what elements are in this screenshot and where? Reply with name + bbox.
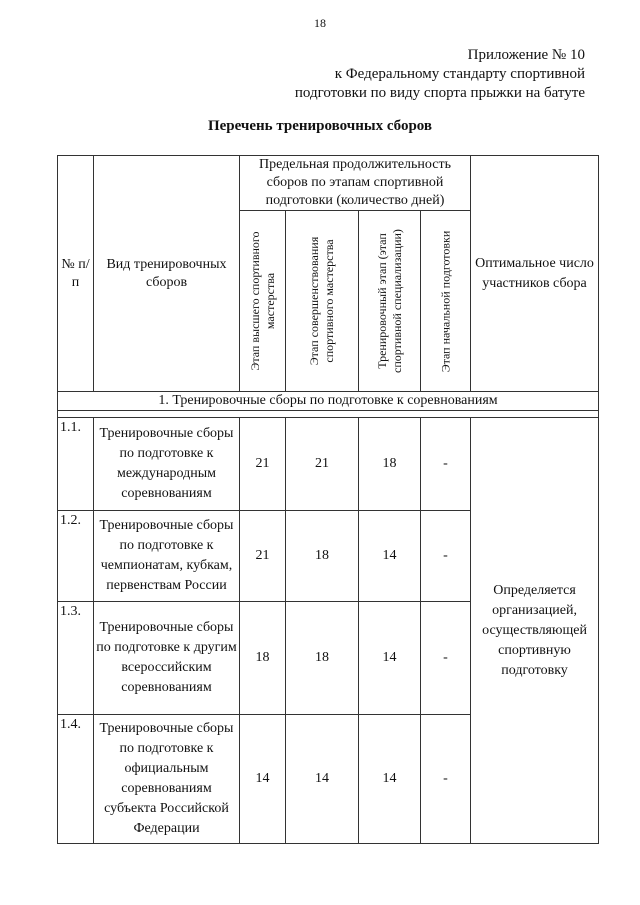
value-initial: - <box>421 715 471 844</box>
spacer-cell <box>58 411 599 418</box>
header-stage-highest <box>240 211 286 392</box>
row-number: 1.3. <box>58 602 94 715</box>
value-improvement: 21 <box>286 418 359 511</box>
value-training: 14 <box>359 715 421 844</box>
spacer-row <box>58 411 599 418</box>
header-number: № п/п <box>58 156 94 392</box>
value-highest: 21 <box>240 511 286 602</box>
value-training: 14 <box>359 511 421 602</box>
value-training: 14 <box>359 602 421 715</box>
row-number: 1.2. <box>58 511 94 602</box>
value-highest: 14 <box>240 715 286 844</box>
header-stage-initial <box>421 211 471 392</box>
header-stage-initial-label: Этап начальной подготовки <box>438 230 453 372</box>
appendix-line-3: подготовки по виду спорта прыжки на батуте <box>294 85 585 101</box>
row-camp-name: Тренировочные сборы по подготовке к международным соревнованиям <box>94 418 240 511</box>
section-title: 1. Тренировочные сборы по подготовке к соревнованиям <box>58 392 599 411</box>
value-initial: - <box>421 511 471 602</box>
value-initial: - <box>421 602 471 715</box>
training-camps-table <box>57 155 599 844</box>
value-highest: 21 <box>240 418 286 511</box>
row-camp-name: Тренировочные сборы по подготовке к чемпионатам, кубкам, первенствам России <box>94 511 240 602</box>
value-initial: - <box>421 418 471 511</box>
value-improvement: 14 <box>286 715 359 844</box>
row-number: 1.1. <box>58 418 94 511</box>
value-improvement: 18 <box>286 602 359 715</box>
header-duration-group: Предельная продолжительность сборов по этапам спортивной подготовки (количество дней) <box>240 156 471 211</box>
header-camp-type: Вид тренировочных сборов <box>94 156 240 392</box>
appendix-line-1: Приложение № 10 <box>467 47 585 63</box>
header-stage-training-label: Тренировочный этап (этап спортивной специализации) <box>374 229 404 373</box>
appendix-header <box>295 46 585 103</box>
row-number: 1.4. <box>58 715 94 844</box>
row-camp-name: Тренировочные сборы по подготовке к другим всероссийским соревнованиям <box>94 602 240 715</box>
table-row <box>58 418 599 511</box>
header-stage-improvement <box>286 211 359 392</box>
document-title: Перечень тренировочных сборов <box>207 118 433 134</box>
header-stage-highest-label: Этап высшего спортивного мастерства <box>247 231 277 371</box>
header-row <box>58 156 599 211</box>
header-optimal-participants: Оптимальное число участников сбора <box>471 156 599 392</box>
page-number: 18 <box>314 16 326 30</box>
value-training: 18 <box>359 418 421 511</box>
row-camp-name: Тренировочные сборы по подготовке к официальным соревнованиям субъекта Российской Федерации <box>94 715 240 844</box>
optimal-participants-value: Определяется организацией, осуществляющей спортивную подготовку <box>471 418 599 844</box>
section-row <box>58 392 599 411</box>
value-improvement: 18 <box>286 511 359 602</box>
header-stage-improvement-label: Этап совершенствования спортивного мастерства <box>307 236 336 366</box>
appendix-line-2: к Федеральному стандарту спортивной <box>334 66 585 82</box>
header-stage-training <box>359 211 421 392</box>
value-highest: 18 <box>240 602 286 715</box>
